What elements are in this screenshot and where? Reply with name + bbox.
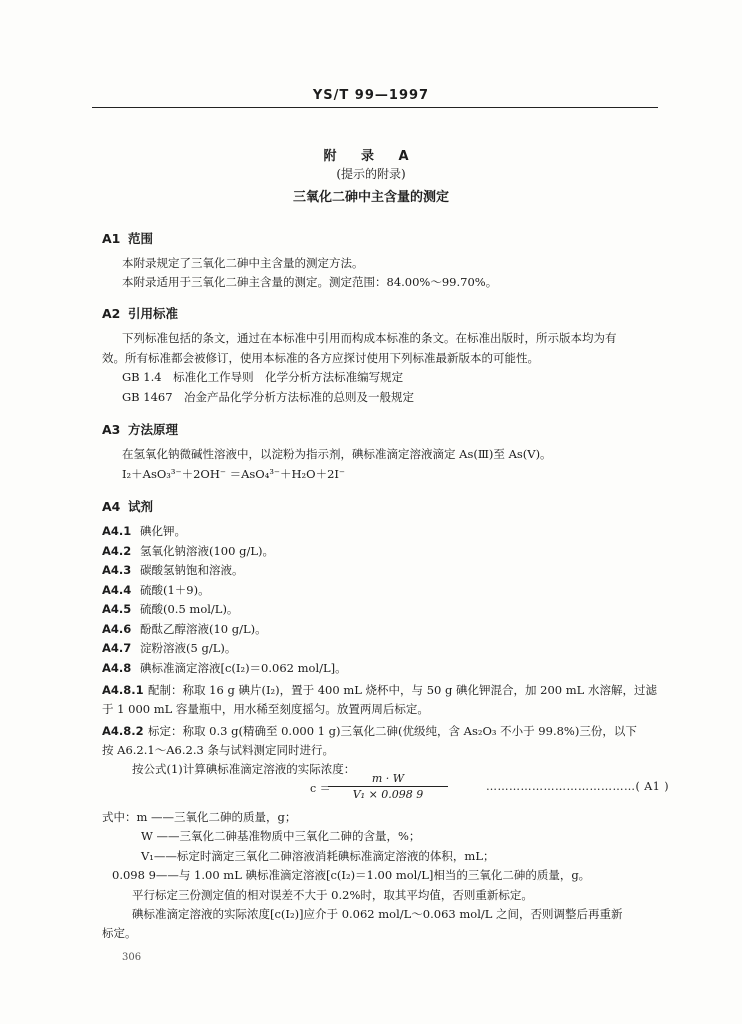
reagent-text: 硫酸(1＋9)。 [140, 583, 210, 597]
a481-line-2: 于 1 000 mL 容量瓶中，用水稀至刻度摇匀。放置两周后标定。 [102, 702, 429, 716]
a482-standardization [102, 724, 637, 738]
formula-lhs: c ＝ [310, 782, 331, 795]
reagent-item [102, 524, 186, 538]
a482-line-1: 标定：称取 0.3 g(精确至 0.000 1 g)三氧化二砷(优级纯，含 As₂O₃ 不小于 99.8%)三份，以下 [148, 724, 637, 738]
section-number: A1 [102, 231, 121, 246]
appendix-subtitle: (提示的附录) [336, 167, 406, 181]
section-number: A3 [102, 422, 121, 437]
reagent-item [102, 544, 274, 558]
reagent-item [102, 583, 210, 597]
reagent-item [102, 641, 236, 655]
section-title: 引用标准 [128, 306, 179, 321]
reagent-number: A4.8 [102, 661, 132, 675]
section-a2-heading [102, 304, 178, 322]
a482-line-2: 按 A6.2.1～A6.2.3 条与试料测定同时进行。 [102, 743, 334, 757]
reagent-text: 碘标准滴定溶液[c(I₂)＝0.062 mol/L]。 [140, 661, 347, 675]
reagent-number: A4.6 [102, 622, 132, 636]
appendix-title: 附 录 A [323, 149, 419, 164]
a2-reference-gb1467: GB 1467 冶金产品化学分析方法标准的总则及一般规定 [122, 390, 415, 404]
a2-reference-gb14: GB 1.4 标准化工作导则 化学分析方法标准编写规定 [122, 370, 404, 384]
a1-paragraph-1: 本附录规定了三氧化二砷中主含量的测定方法。 [122, 256, 364, 270]
reagent-number: A4.3 [102, 563, 132, 577]
formula-denominator: V₁ × 0.098 9 [352, 788, 424, 801]
formula-number: …………………………………( A1 ) [486, 780, 670, 793]
a3-principle-text: 在氢氧化钠微碱性溶液中，以淀粉为指示剂，碘标准滴定溶液滴定 As(Ⅲ)至 As(Ⅴ)。 [122, 447, 552, 461]
concentration-range-note-cont: 标定。 [102, 926, 137, 940]
standard-code-header: YS/T 99—1997 [312, 88, 430, 103]
section-a3-heading [102, 420, 178, 438]
reagent-number: A4.2 [102, 544, 132, 558]
reagent-text: 硫酸(0.5 mol/L)。 [140, 602, 239, 616]
a2-paragraph-line-1: 下列标准包括的条文，通过在本标准中引用而构成本标准的条文。在标准出版时，所示版本均为有 [122, 331, 617, 345]
reagent-item [102, 661, 347, 675]
page-number: 306 [122, 952, 142, 963]
reagent-item [102, 622, 267, 636]
clause-number: A4.8.2 [102, 724, 144, 738]
section-a4-heading [102, 497, 153, 515]
reagent-item [102, 563, 244, 577]
section-number: A4 [102, 499, 121, 514]
reagent-text: 碘化钾。 [140, 524, 186, 538]
legend-m: 式中：m ——三氧化二砷的质量，g； [102, 810, 297, 824]
concentration-formula [310, 772, 448, 801]
concentration-range-note: 碘标准滴定溶液的实际浓度[c(I₂)]应介于 0.062 mol/L～0.063 mol/L 之间，否则调整后再重新 [132, 907, 623, 921]
legend-constant: 0.098 9——与 1.00 mL 碘标准滴定溶液[c(I₂)＝1.00 mol/L]相当的三氧化二砷的质量，g。 [112, 868, 591, 882]
formula-numerator: m · W [328, 772, 448, 787]
a482-line-3: 按公式(1)计算碘标准滴定溶液的实际浓度： [132, 762, 356, 776]
a3-reaction-equation: I₂＋AsO₃³⁻＋2OH⁻ ＝AsO₄³⁻＋H₂O＋2I⁻ [122, 467, 345, 481]
a481-preparation [102, 683, 657, 697]
legend-v1: V₁——标定时滴定三氧化二砷溶液消耗碘标准滴定溶液的体积，mL； [141, 849, 495, 863]
a2-paragraph-line-2: 效。所有标准都会被修订，使用本标准的各方应探讨使用下列标准最新版本的可能性。 [102, 351, 539, 365]
parallel-calibration-note: 平行标定三份测定值的相对误差不大于 0.2%时，取其平均值，否则重新标定。 [132, 888, 533, 902]
legend-w: W ——三氧化二砷基准物质中三氧化二砷的含量，%； [141, 829, 421, 843]
appendix-heading: 三氧化二砷中主含量的测定 [292, 190, 449, 205]
reagent-number: A4.4 [102, 583, 132, 597]
reagent-number: A4.1 [102, 524, 132, 538]
reagent-number: A4.7 [102, 641, 132, 655]
reagent-text: 淀粉溶液(5 g/L)。 [140, 641, 237, 655]
section-title: 范围 [128, 231, 154, 246]
clause-number: A4.8.1 [102, 683, 144, 697]
section-title: 试剂 [128, 499, 154, 514]
reagent-number: A4.5 [102, 602, 132, 616]
header-rule [92, 107, 658, 108]
section-a1-heading [102, 229, 153, 247]
reagent-text: 碳酸氢钠饱和溶液。 [140, 563, 244, 577]
a1-paragraph-2: 本附录适用于三氧化二砷主含量的测定。测定范围：84.00%～99.70%。 [122, 275, 498, 289]
reagent-item [102, 602, 238, 616]
a481-line-1: 配制：称取 16 g 碘片(I₂)，置于 400 mL 烧杯中，与 50 g 碘化钾混合，加 200 mL 水溶解，过滤 [148, 683, 657, 697]
section-number: A2 [102, 306, 121, 321]
reagent-text: 酚酞乙醇溶液(10 g/L)。 [140, 622, 267, 636]
section-title: 方法原理 [128, 422, 179, 437]
reagent-text: 氢氧化钠溶液(100 g/L)。 [140, 544, 274, 558]
